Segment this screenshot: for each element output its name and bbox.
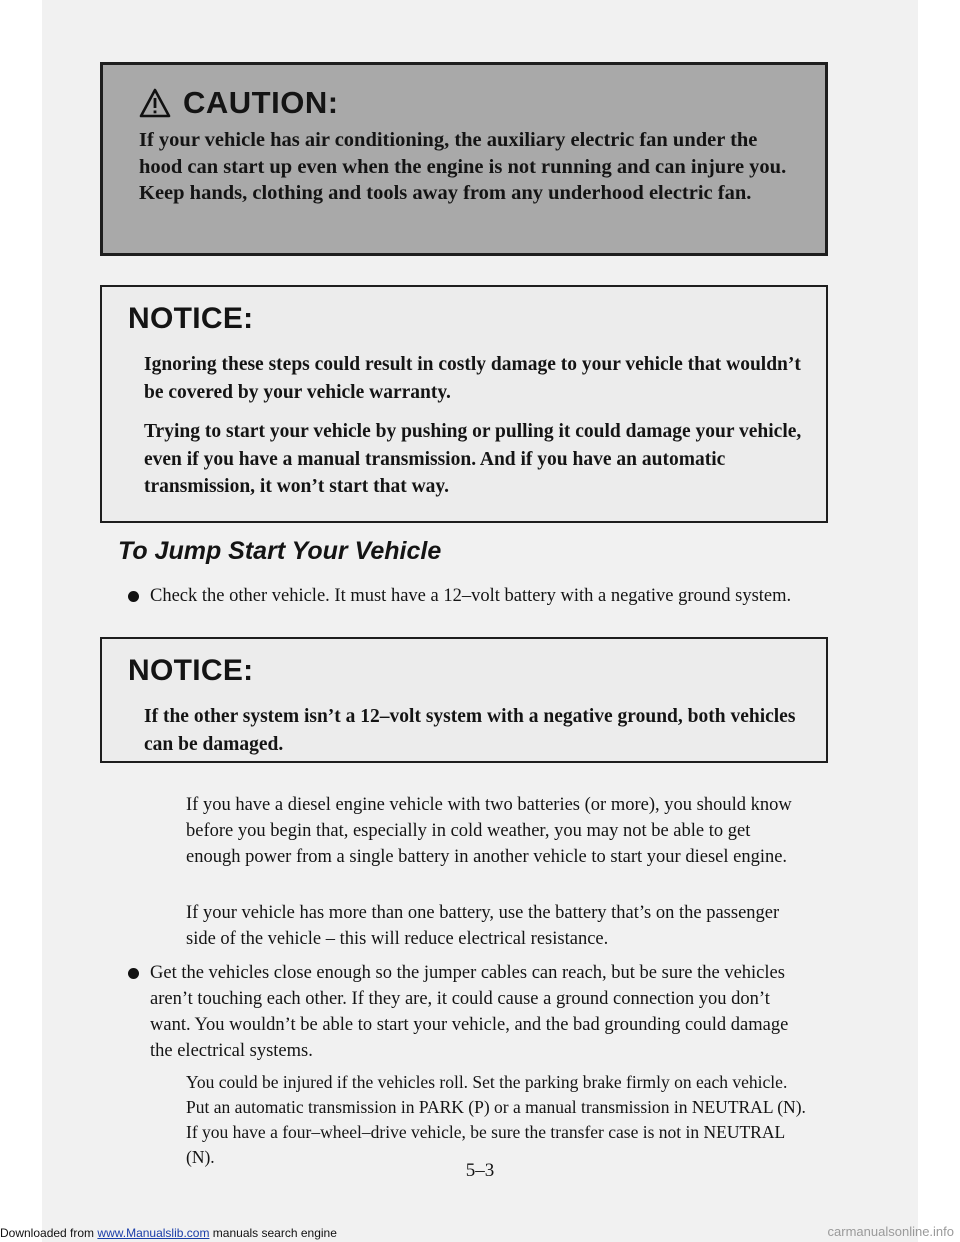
notice-title: NOTICE:	[128, 302, 254, 335]
watermark: carmanualsonline.info	[827, 1224, 954, 1239]
section-heading: To Jump Start Your Vehicle	[118, 537, 442, 565]
bullet-text: Check the other vehicle. It must have a 12–volt battery with a negative ground system.	[150, 586, 792, 606]
bullet-item	[128, 960, 798, 1064]
page-number: 5–3	[465, 1160, 495, 1181]
notice-box-costly-damage	[100, 285, 828, 523]
caution-title: CAUTION:	[183, 85, 339, 120]
footer-suffix: manuals search engine	[212, 1226, 337, 1240]
warning-triangle-icon	[139, 88, 171, 118]
body-paragraph: You could be injured if the vehicles roll. Set the parking brake firmly on each vehicle. Put an automatic transmission in PARK (P) or a manual transmission in NEUTRAL (N). If you have a four–wheel–drive vehicle, be sure the transfer case is not in NEUTRAL (N).	[186, 1072, 806, 1167]
download-footer	[0, 1226, 337, 1240]
notice-paragraph: Ignoring these steps could result in costly damage to your vehicle that wouldn’t be covered by your vehicle warranty.	[144, 354, 801, 403]
footer-prefix: Downloaded from	[0, 1226, 95, 1240]
caution-text: If your vehicle has air conditioning, the auxiliary electric fan under the hood can start up even when the engine is not running and can injure you. Keep hands, clothing and tools away from any underhood electric fan.	[139, 129, 787, 204]
bullet-icon	[128, 968, 139, 979]
notice-paragraph: If the other system isn’t a 12–volt system with a negative ground, both vehicles can be damaged.	[144, 706, 796, 755]
body-paragraph: If your vehicle has more than one battery, use the battery that’s on the passenger side of the vehicle – this will reduce electrical resistance.	[186, 903, 780, 949]
bullet-icon	[128, 591, 139, 602]
notice-box-negative-ground	[100, 637, 828, 763]
notice-title: NOTICE:	[128, 654, 254, 687]
body-paragraph: If you have a diesel engine vehicle with two batteries (or more), you should know before you begin that, especially in cold weather, you may not be able to get enough power from a single battery in another vehicle to start your diesel engine.	[186, 795, 792, 867]
bullet-item	[128, 583, 798, 609]
bullet-text: Get the vehicles close enough so the jumper cables can reach, but be sure the vehicles aren’t touching each other. If they are, it could cause a ground connection you don’t want. You wouldn’t be able to start your vehicle, and the bad grounding could damage the electrical systems.	[150, 963, 789, 1061]
manualslib-link[interactable]: www.Manualslib.com	[97, 1226, 210, 1240]
caution-header	[139, 85, 803, 121]
notice-paragraph: Trying to start your vehicle by pushing or pulling it could damage your vehicle, even if you have a manual transmission. And if you have an automatic transmission, it won’t start that way.	[144, 421, 802, 497]
caution-box	[100, 62, 828, 256]
